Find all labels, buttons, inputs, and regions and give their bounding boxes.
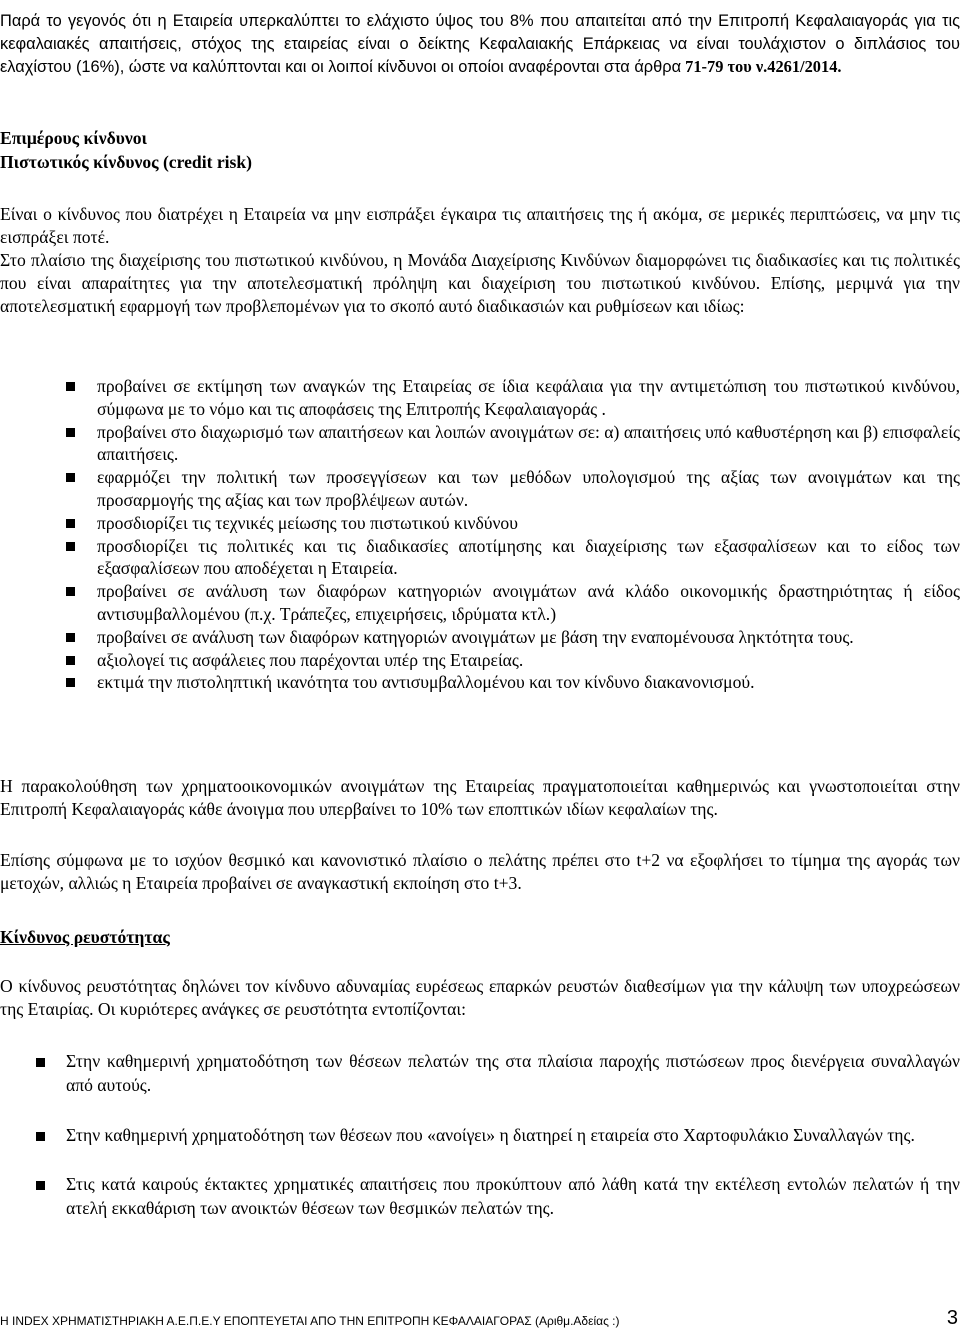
list-item: προβαίνει στο διαχωρισμό των απαιτήσεων και λοιπών ανοιγμάτων σε: α) απαιτήσεις υπό καθυστέρηση και β) επισφαλείς απαιτήσεις. xyxy=(0,421,960,467)
list-item: προσδιορίζει τις τεχνικές μείωσης του πιστωτικού κινδύνου xyxy=(0,512,960,535)
section-heading-sub-risks: Επιμέρους κίνδυνοι xyxy=(0,128,147,148)
list-item: προβαίνει σε ανάλυση των διαφόρων κατηγοριών ανοιγμάτων με βάση την εναπομένουσα ληκτότητα τους. xyxy=(0,626,960,649)
list-item: αξιολογεί τις ασφάλειες που παρέχονται υπέρ της Εταιρείας. xyxy=(0,649,960,672)
intro-law-reference: 71-79 του ν.4261/2014. xyxy=(681,56,842,76)
square-bullet-icon xyxy=(66,428,75,437)
list-item: προβαίνει σε εκτίμηση των αναγκών της Εταιρείας σε ίδια κεφάλαια για την αντιμετώπιση του πιστωτικού κινδύνου, σύμφωνα με το νόμο και τις αποφάσεις της Επιτροπής Κεφαλαιαγοράς . xyxy=(0,375,960,421)
square-bullet-icon xyxy=(66,473,75,482)
list-item: προσδιορίζει τις πολιτικές και τις διαδικασίες αποτίμησης και διαχείρισης των εξασφαλίσεων και το είδος των εξασφαλίσεων που αποδέχεται η Εταιρεία. xyxy=(0,535,960,581)
page-footer: Η INDEX ΧΡΗΜΑΤΙΣΤΗΡΙΑΚΗ Α.Ε.Π.Ε.Υ ΕΠΟΠΤΕΥΕΤΑΙ ΑΠΟ ΤΗΝ ΕΠΙΤΡΟΠΗ ΚΕΦΑΛΑΙΑΓΟΡΑΣ (Αριθμ.Αδείας :) xyxy=(0,1314,620,1328)
square-bullet-icon xyxy=(66,587,75,596)
list-item: εκτιμά την πιστοληπτική ικανότητα του αντισυμβαλλομένου και τον κίνδυνο διακανονισμού. xyxy=(0,671,960,694)
intro-text: Παρά το γεγονός ότι η Εταιρεία υπερκαλύπτει το ελάχιστο ύψος του 8% που απαιτείται από την Επιτροπή Κεφαλαιαγοράς για τις κεφαλαιακές απαιτήσεις, στόχος της εταιρείας είναι ο δείκτης Κεφαλαιακής Επάρκειας να είναι τουλάχιστον ο διπλάσιος του ελαχίστου (16%), ώστε να καλύπτονται και οι λοιποί κίνδυνοι οι οποίοι αναφέρονται στα άρθρα xyxy=(0,12,960,76)
settlement-paragraph: Επίσης σύμφωνα με το ισχύον θεσμικό και κανονιστικό πλαίσιο ο πελάτης πρέπει στο t+2 να εξοφλήσει το τίμημα της αγοράς των μετοχών, αλλιώς η Εταιρεία προβαίνει σε αναγκαστική εκποίηση στο t+3. xyxy=(0,850,960,893)
list-item: Στην καθημερινή χρηματοδότηση των θέσεων που «ανοίγει» η διατηρεί η εταιρεία στο Χαρτοφυλάκιο Συναλλαγών της. xyxy=(0,1124,960,1148)
square-bullet-icon xyxy=(36,1058,45,1067)
square-bullet-icon xyxy=(36,1181,45,1190)
square-bullet-icon xyxy=(66,678,75,687)
square-bullet-icon xyxy=(66,633,75,642)
intro-paragraph xyxy=(0,10,960,78)
square-bullet-icon xyxy=(66,656,75,665)
square-bullet-icon xyxy=(66,519,75,528)
square-bullet-icon xyxy=(66,382,75,391)
page-number: 3 xyxy=(946,1307,958,1329)
credit-risk-management-paragraph: Στο πλαίσιο της διαχείρισης του πιστωτικού κινδύνου, η Μονάδα Διαχείρισης Κινδύνων διαμορφώνει τις διαδικασίες και τις πολιτικές που είναι απαραίτητες για την αποτελεσματική πρόληψη και διαχείριση του πιστωτικού κινδύνου. Επίσης, μεριμνά για την αποτελεσματική εφαρμογή των προβλεπομένων για το σκοπό αυτό διαδικασιών και ρυθμίσεων και ιδίως: xyxy=(0,250,960,316)
credit-risk-definition: Είναι ο κίνδυνος που διατρέχει η Εταιρεία να μην εισπράξει έγκαιρα τις απαιτήσεις της ή ακόμα, σε μερικές περιπτώσεις, να μην τις εισπράξει ποτέ. xyxy=(0,204,960,247)
section-heading-liquidity-risk: Κίνδυνος ρευστότητας xyxy=(0,927,170,947)
list-item: Στην καθημερινή χρηματοδότηση των θέσεων πελατών της στα πλαίσια παροχής πιστώσεων προς διενέργεια συναλλαγών από αυτούς. xyxy=(0,1050,960,1098)
liquidity-bullet-list xyxy=(0,1050,960,1221)
liquidity-risk-paragraph: Ο κίνδυνος ρευστότητας δηλώνει τον κίνδυνο αδυναμίας ευρέσεως επαρκών ρευστών διαθεσίμων για την κάλυψη των υποχρεώσεων της Εταιρίας. Οι κυριότερες ανάγκες σε ρευστότητα εντοπίζονται: xyxy=(0,976,960,1019)
list-item: προβαίνει σε ανάλυση των διαφόρων κατηγοριών ανοιγμάτων ανά κλάδο οικονομικής δραστηριότητας ή είδος αντισυμβαλλομένου (π.χ. Τράπεζες, επιχειρήσεις, ιδρύματα κτλ.) xyxy=(0,580,960,626)
list-item: εφαρμόζει την πολιτική των προσεγγίσεων και των μεθόδων υπολογισμού της αξίας των ανοιγμάτων και της προσαρμογής της αξίας και των προβλέψεων αυτών. xyxy=(0,466,960,512)
square-bullet-icon xyxy=(66,542,75,551)
section-heading-credit-risk: Πιστωτικός κίνδυνος (credit risk) xyxy=(0,152,253,172)
monitoring-paragraph: Η παρακολούθηση των χρηματοοικονομικών ανοιγμάτων της Εταιρείας πραγματοποιείται καθημερινώς και γνωστοποιείται στην Επιτροπή Κεφαλαιαγοράς κάθε άνοιγμα που υπερβαίνει το 10% των εποπτικών ιδίων κεφαλαίων της. xyxy=(0,776,960,819)
square-bullet-icon xyxy=(36,1132,45,1141)
list-item: Στις κατά καιρούς έκτακτες χρηματικές απαιτήσεις που προκύπτουν από λάθη κατά την εκτέλεση εντολών πελατών ή την ατελή εκκαθάριση των ανοικτών θέσεων των θεσμικών πελατών της. xyxy=(0,1173,960,1221)
credit-risk-bullet-list xyxy=(0,375,960,694)
